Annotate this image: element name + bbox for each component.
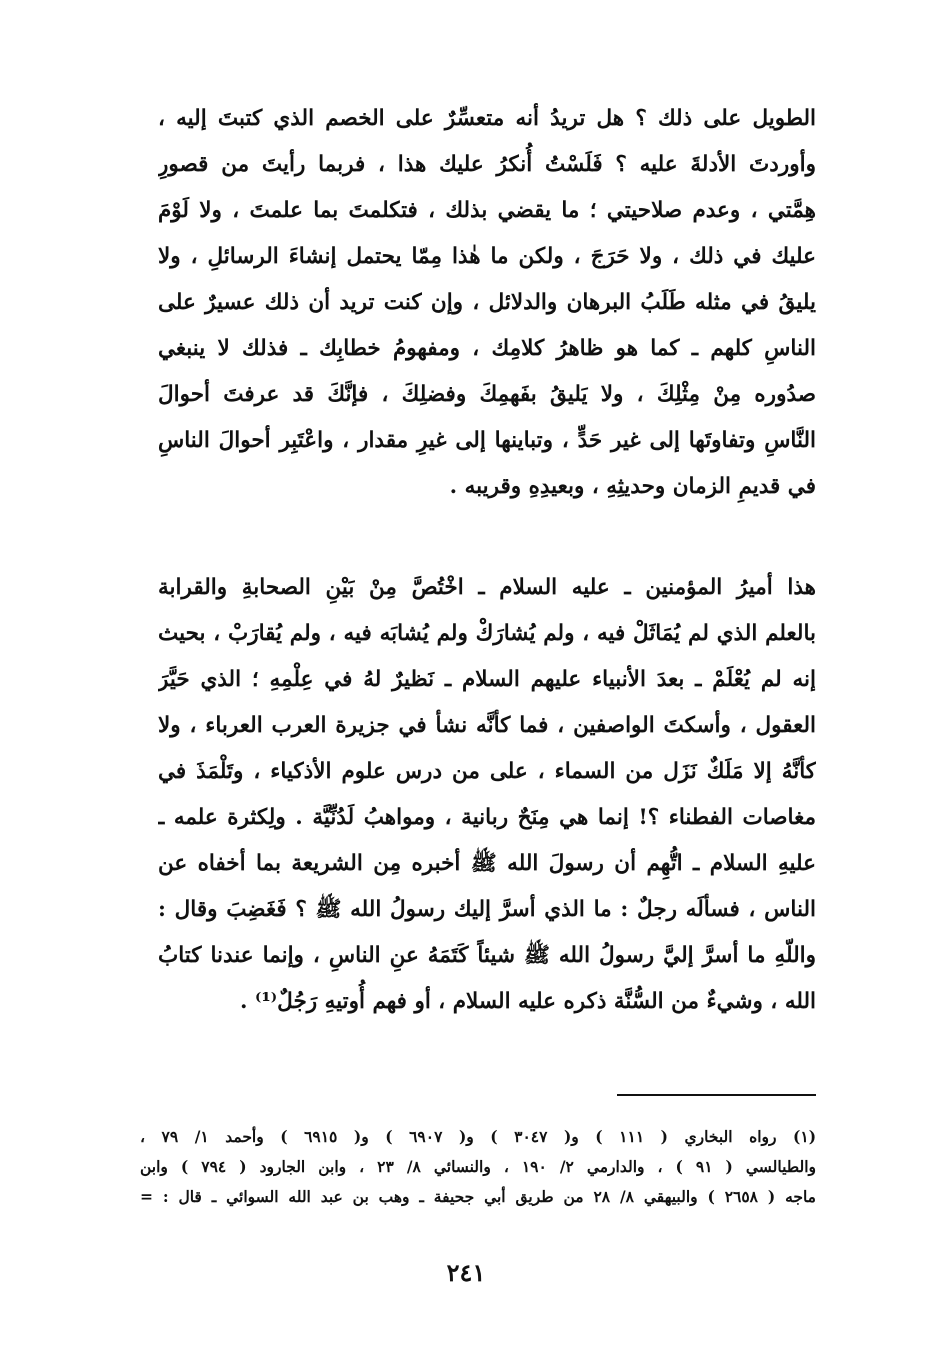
text-line: يليقُ في مثله طَلَبُ البرهان والدلائل ، وإن كنت تريد أن ذلك عسيرٌ على bbox=[158, 290, 816, 315]
text-line: كأنَّهُ إلا مَلَكٌ نَزَل من السماء ، على من درس علوم الأذكياء ، وتَلْمَذَ في bbox=[158, 759, 816, 784]
text-line: عليك في ذلك ، ولا حَرَجَ ، ولكن ما هٰذا مِمّا يحتمل إنشاءَ الرسائلِ ، ولا bbox=[158, 244, 816, 269]
footnotes bbox=[140, 1122, 816, 1212]
text-line: واللّهِ ما أسرَّ إليَّ رسولُ الله ﷺ شيئاً كَتَمَهُ عنِ الناسِ ، وإنما عندنا كتابُ bbox=[158, 943, 816, 968]
text-line: صدُوره مِنْ مِثْلِكَ ، ولا يَليقُ بفَهمِكَ وفضلِكَ ، فإنَّكَ قد عرفتَ أحوالَ bbox=[158, 382, 816, 407]
text-line: الناس ، فسألَه رجلٌ : ما الذي أسرَّ إليك رسولُ الله ﷺ ؟ فَغَضِبَ وقال : bbox=[158, 897, 816, 922]
text-line: عليهِ السلام ـ اتُّهِم أن رسولَ الله ﷺ أخبره مِن الشريعة بما أخفاه عن bbox=[158, 851, 816, 876]
text-line: الناسِ كلهم ـ كما هو ظاهرُ كلامِك ، ومفهومُ خطابِك ـ فذلك لا ينبغي bbox=[158, 336, 816, 361]
text-line: بالعلم الذي لم يُمَاثَلْ فيه ، ولم يُشارَكْ ولم يُشابَه فيه ، ولم يُقارَبْ ، بحيث bbox=[158, 621, 816, 646]
body-paragraph-2 bbox=[158, 565, 816, 1025]
body-paragraph-1 bbox=[158, 96, 816, 510]
text-line: النَّاسِ وتفاوتَها إلى غير حَدٍّ ، وتباينها إلى غيرِ مقدار ، واعْتَبِر أحوالَ الناسِ bbox=[158, 428, 816, 453]
text-line: العقول ، وأسكتَ الواصفين ، فما كأنَّه نشأ في جزيرة العرب العرباء ، ولا bbox=[158, 713, 816, 738]
footnote-divider bbox=[617, 1094, 816, 1096]
text-line: وأوردتَ الأدلةَ عليه ؟ فَلَسْتُ أُنكرُ عليك هذا ، فربما رأيتَ من قصورِ bbox=[158, 152, 816, 177]
text-line: مغاصات الفطناء ؟! إنما هي مِنَحٌ ربانية ، ومواهبُ لَدُنِّيَّة . ولِكثرة علمه ـ bbox=[158, 805, 816, 830]
page-number: ٢٤١ bbox=[446, 1258, 486, 1287]
text-line: هِمَّتي ، وعدم صلاحيتي ؛ ما يقضي بذلك ، فتكلمتَ بما علمتَ ، ولا لَوْمَ bbox=[158, 198, 816, 223]
text-line: في قديمِ الزمان وحديثِهِ ، وبعيدِهِ وقريبه . bbox=[449, 474, 816, 499]
text-line: إنه لم يُعْلَمْ ـ بعدَ الأنبياء عليهم السلام ـ نَظيرٌ لهُ في عِلْمِهِ ؛ الذي حَيَّرَ bbox=[158, 667, 816, 692]
footnote-line: والطيالسي ( ٩١ ) ، والدارمي ٢/ ١٩٠ ، والنسائي ٨/ ٢٣ ، وابن الجارود ( ٧٩٤ ) وابن bbox=[140, 1157, 816, 1176]
footnote-line: ماجه ( ٢٦٥٨ ) والبيهقي ٨/ ٢٨ من طريق أبي جحيفة ـ وهب بن عبد الله السوائي ـ قال : = bbox=[140, 1187, 816, 1206]
text-line: الله ، وشيءٌ من السُّنَّة ذكره عليه السلام ، أو فهم أُوتيهِ رَجُلٌ⁽¹⁾ . bbox=[239, 989, 816, 1014]
text-line: الطويل على ذلك ؟ هل تريدُ أنه متعسِّرٌ على الخصم الذي كتبتَ إليه ، bbox=[158, 106, 816, 131]
footnote-line: (١) رواه البخاري ( ١١١ ) و( ٣٠٤٧ ) و( ٦٩٠٧ ) و( ٦٩١٥ ) وأحمد ١/ ٧٩ ، bbox=[140, 1127, 816, 1146]
text-line: هذا أميرُ المؤمنين ـ عليه السلام ـ اخْتُصَّ مِنْ بَيْنِ الصحابةِ والقرابة bbox=[158, 575, 816, 600]
